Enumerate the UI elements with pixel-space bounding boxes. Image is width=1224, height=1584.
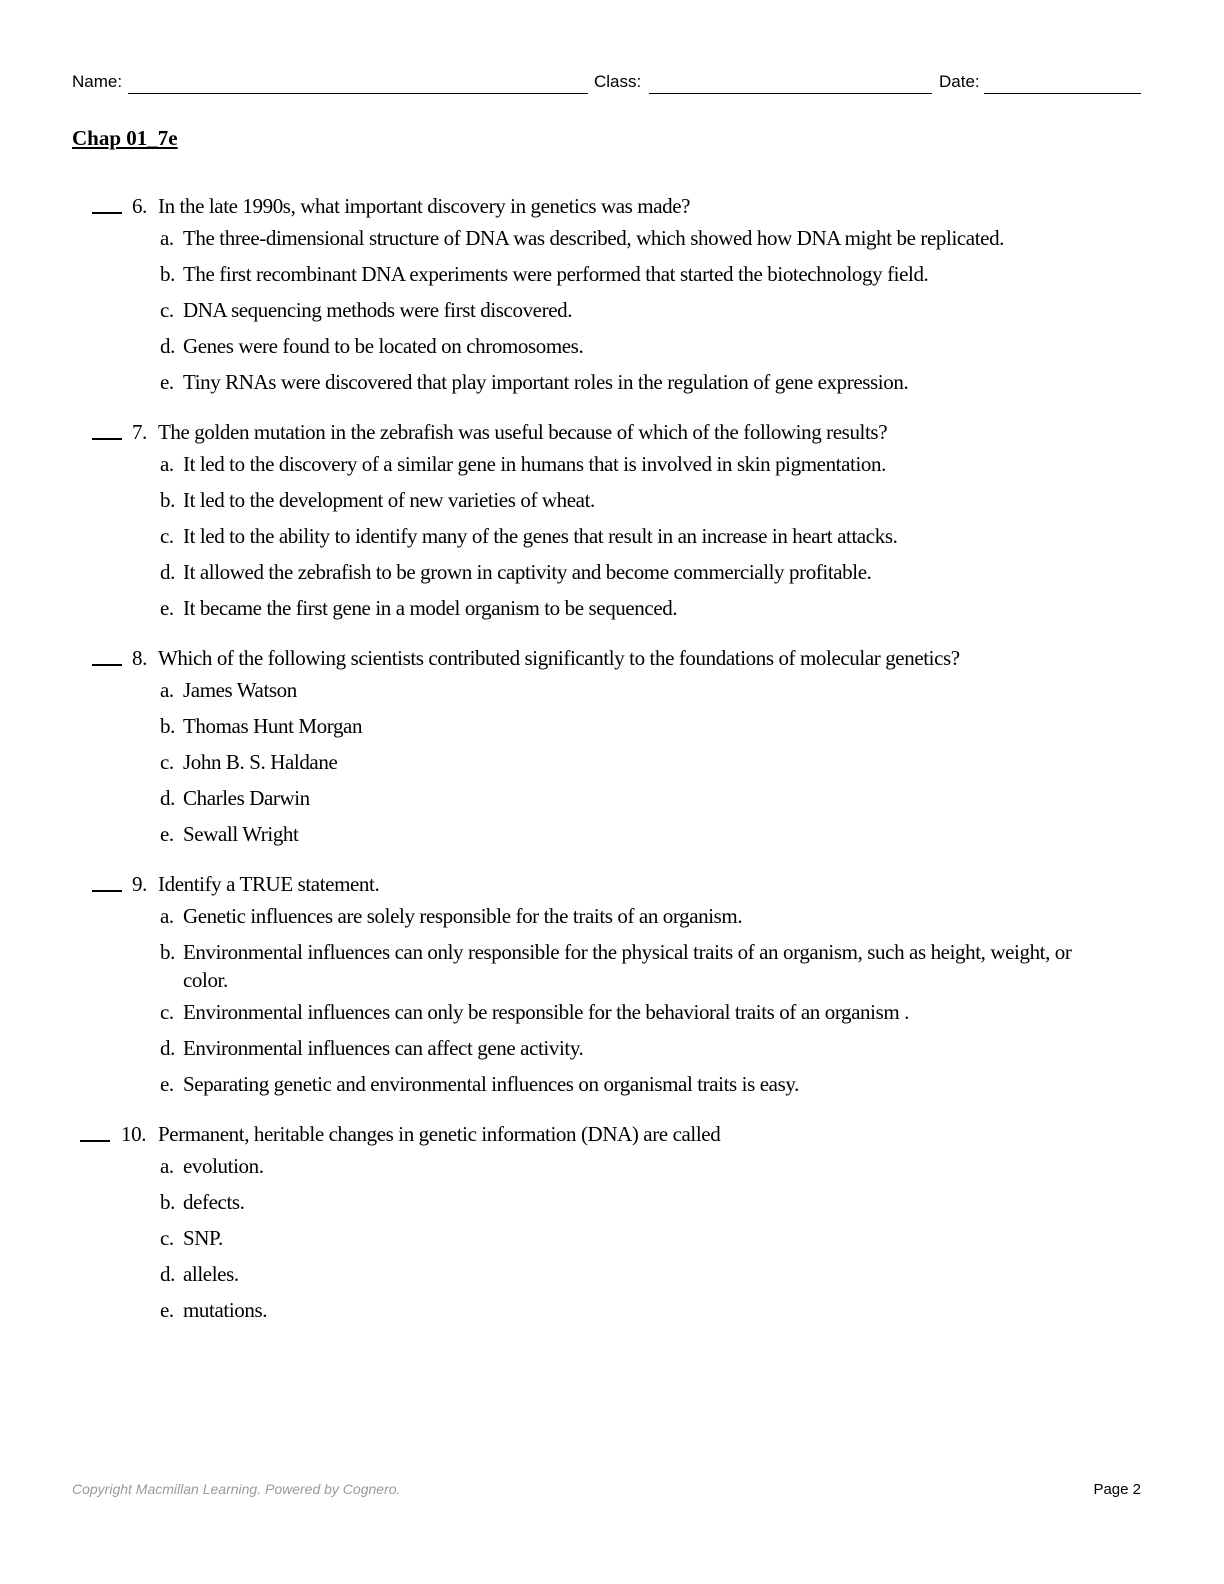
option-text: Sewall Wright [183,822,299,846]
option-letter: b. [160,488,175,512]
option-text: John B. S. Haldane [183,750,338,774]
question-1 [0,192,1224,404]
option-letter: b. [160,262,175,286]
option-text: It allowed the zebrafish to be grown in captivity and become commercially profitable. [183,560,872,584]
question-line [0,870,1224,902]
answer-option [0,712,1224,748]
answer-option [0,594,1224,630]
option-text: James Watson [183,678,297,702]
answer-option [0,1224,1224,1260]
answer-blank[interactable] [92,438,122,440]
answer-blank[interactable] [92,664,122,666]
option-letter: b. [160,940,175,964]
option-letter: d. [160,1036,175,1060]
option-text: Charles Darwin [183,786,310,810]
option-text: defects. [183,1190,245,1214]
answer-option [0,1296,1224,1332]
answer-option [0,260,1224,296]
question-4 [0,870,1224,1106]
question-number: 10. [121,1122,147,1146]
question-2 [0,418,1224,630]
page-title: Chap 01_7e [72,126,178,150]
question-text: The golden mutation in the zebrafish was useful because of which of the following results? [158,420,888,444]
class-line [649,93,932,94]
option-text: It became the first gene in a model organism to be sequenced. [183,596,678,620]
question-text: Which of the following scientists contributed significantly to the foundations of molecular genetics? [158,646,960,670]
class-label: Class: [594,72,642,91]
option-text: It led to the discovery of a similar gene in humans that is involved in skin pigmentation. [183,452,886,476]
option-text: Environmental influences can affect gene activity. [183,1036,584,1060]
question-text: Permanent, heritable changes in genetic information (DNA) are called [158,1122,721,1146]
option-letter: b. [160,1190,175,1214]
answer-blank[interactable] [92,890,122,892]
question-line [0,1120,1224,1152]
option-text: alleles. [183,1262,239,1286]
option-text: mutations. [183,1298,268,1322]
question-5 [0,1120,1224,1332]
question-list [0,192,1224,1346]
answer-option [0,902,1224,938]
option-letter: c. [160,1226,174,1250]
answer-blank[interactable] [80,1140,110,1142]
answer-option [0,676,1224,712]
option-letter: a. [160,904,174,928]
question-number: 9. [132,872,147,896]
answer-option [0,1152,1224,1188]
answer-option [0,296,1224,332]
option-text: The three-dimensional structure of DNA was described, which showed how DNA might be replicated. [183,226,1005,250]
option-text: It led to the development of new varieties of wheat. [183,488,595,512]
date-line [984,93,1141,94]
option-text: Environmental influences can only responsible for the physical traits of an organism, such as height, weight, or color. [183,940,1072,992]
answer-option [0,1260,1224,1296]
option-text: It led to the ability to identify many of the genes that result in an increase in heart attacks. [183,524,898,548]
copyright-footer: Copyright Macmillan Learning. Powered by Cognero. [72,1481,401,1497]
option-text: evolution. [183,1154,264,1178]
name-line [128,93,588,94]
option-letter: e. [160,1298,174,1322]
answer-option [0,558,1224,594]
question-line [0,644,1224,676]
name-label: Name: [72,72,123,91]
answer-option [0,450,1224,486]
page-number: Page 2 [1093,1481,1141,1498]
option-text: Tiny RNAs were discovered that play important roles in the regulation of gene expression. [183,370,909,394]
option-letter: c. [160,524,174,548]
answer-option [0,1070,1224,1106]
answer-option [0,522,1224,558]
option-text: DNA sequencing methods were first discovered. [183,298,573,322]
student-info-header [72,72,1141,98]
question-number: 8. [132,646,147,670]
question-line [0,192,1224,224]
option-text: Genetic influences are solely responsible for the traits of an organism. [183,904,743,928]
option-letter: e. [160,822,174,846]
answer-option [0,748,1224,784]
option-letter: a. [160,1154,174,1178]
option-letter: c. [160,750,174,774]
option-letter: a. [160,678,174,702]
option-letter: d. [160,1262,175,1286]
question-number: 6. [132,194,147,218]
answer-blank[interactable] [92,212,122,214]
option-letter: a. [160,452,174,476]
answer-option [0,224,1224,260]
option-letter: a. [160,226,174,250]
option-letter: b. [160,714,175,738]
question-line [0,418,1224,450]
answer-option [0,1188,1224,1224]
answer-option [0,332,1224,368]
answer-option [0,1034,1224,1070]
option-letter: c. [160,298,174,322]
answer-option [0,368,1224,404]
option-letter: d. [160,334,175,358]
option-text: SNP. [183,1226,223,1250]
answer-option [0,998,1224,1034]
option-letter: d. [160,786,175,810]
option-text: The first recombinant DNA experiments were performed that started the biotechnology field. [183,262,929,286]
question-number: 7. [132,420,147,444]
option-letter: c. [160,1000,174,1024]
answer-option [0,486,1224,522]
option-text: Genes were found to be located on chromosomes. [183,334,584,358]
question-3 [0,644,1224,856]
question-text: In the late 1990s, what important discovery in genetics was made? [158,194,691,218]
option-letter: e. [160,1072,174,1096]
option-letter: e. [160,370,174,394]
question-text: Identify a TRUE statement. [158,872,380,896]
answer-option [0,820,1224,856]
option-text: Thomas Hunt Morgan [183,714,363,738]
option-letter: d. [160,560,175,584]
option-text: Environmental influences can only be responsible for the behavioral traits of an organism . [183,1000,909,1024]
option-letter: e. [160,596,174,620]
answer-option [0,784,1224,820]
answer-option [0,938,1224,998]
date-label: Date: [939,72,980,91]
option-text: Separating genetic and environmental influences on organismal traits is easy. [183,1072,799,1096]
